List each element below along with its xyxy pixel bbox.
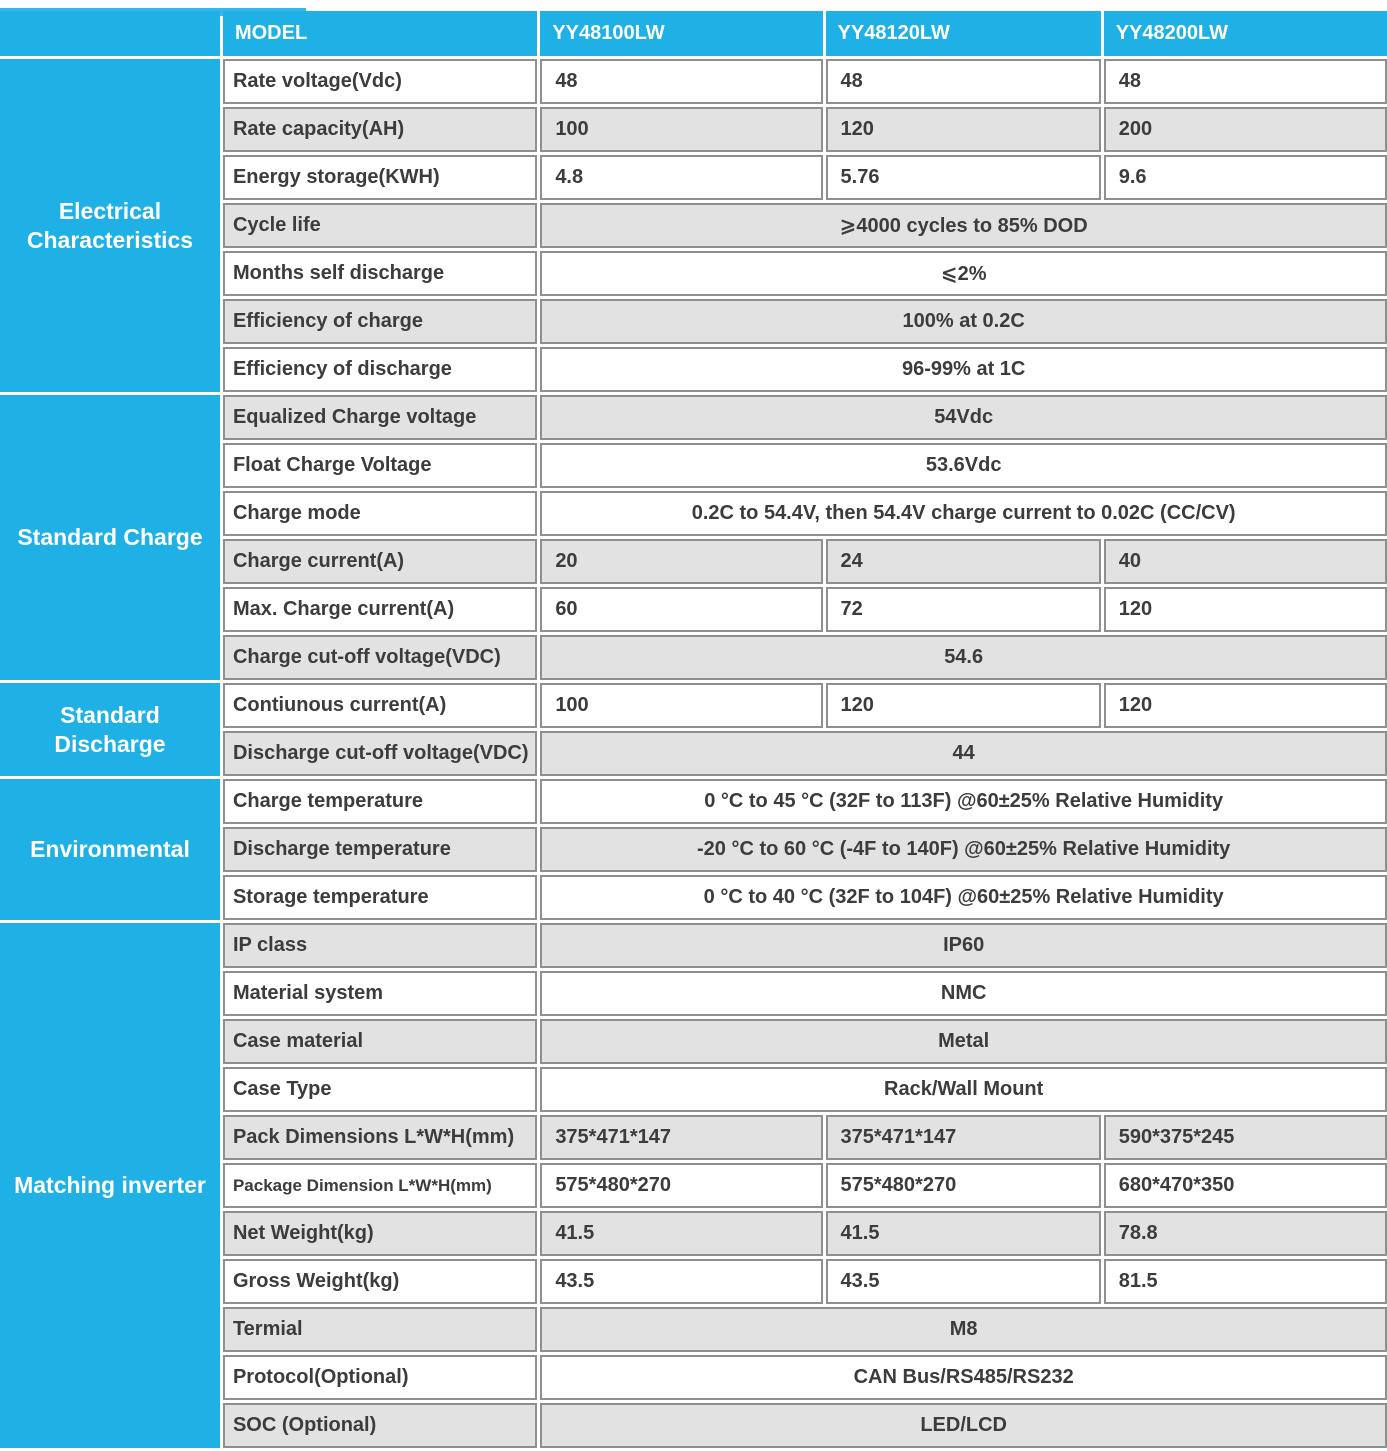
spec-label-cell: Rate capacity(AH) xyxy=(223,107,537,152)
spec-label-cell: Energy storage(KWH) xyxy=(223,155,537,200)
spec-label-cell: Efficiency of charge xyxy=(223,299,537,344)
spec-label-cell: Case Type xyxy=(223,1067,537,1112)
spec-label-cell: Protocol(Optional) xyxy=(223,1355,537,1400)
spec-value-cell: 41.5 xyxy=(540,1211,822,1256)
spec-value-cell: 48 xyxy=(1104,59,1387,104)
spec-merged-value-cell: NMC xyxy=(540,971,1387,1016)
spec-value-cell: 680*470*350 xyxy=(1104,1163,1387,1208)
spec-label-cell: Efficiency of discharge xyxy=(223,347,537,392)
table-row xyxy=(0,779,1387,824)
spec-value-cell: 20 xyxy=(540,539,822,584)
spec-label-cell: SOC (Optional) xyxy=(223,1403,537,1448)
spec-value-cell: 120 xyxy=(1104,683,1387,728)
spec-value-cell: 9.6 xyxy=(1104,155,1387,200)
spec-value-cell: 375*471*147 xyxy=(540,1115,822,1160)
spec-merged-value-cell: 53.6Vdc xyxy=(540,443,1387,488)
table-row xyxy=(0,59,1387,104)
table-row xyxy=(0,923,1387,968)
spec-merged-value-cell: M8 xyxy=(540,1307,1387,1352)
section-title-cell: Matching inverter xyxy=(0,923,220,1448)
category-header-cell xyxy=(0,11,220,56)
spec-value-cell: 100 xyxy=(540,107,822,152)
model-column-header: YY48200LW xyxy=(1104,11,1387,56)
spec-merged-value-cell: 0 °C to 40 °C (32F to 104F) @60±25% Relative Humidity xyxy=(540,875,1387,920)
spec-label-cell: Max. Charge current(A) xyxy=(223,587,537,632)
spec-value-cell: 375*471*147 xyxy=(826,1115,1101,1160)
spec-value-cell: 200 xyxy=(1104,107,1387,152)
spec-label-cell: Charge current(A) xyxy=(223,539,537,584)
section-title-cell: Standard Charge xyxy=(0,395,220,680)
top-accent-strip xyxy=(0,8,306,16)
spec-merged-value-cell: CAN Bus/RS485/RS232 xyxy=(540,1355,1387,1400)
spec-label-cell: Months self discharge xyxy=(223,251,537,296)
spec-value-cell: 48 xyxy=(540,59,822,104)
spec-value-cell: 43.5 xyxy=(826,1259,1101,1304)
spec-value-cell: 24 xyxy=(826,539,1101,584)
spec-merged-value-cell: 0.2C to 54.4V, then 54.4V charge current to 0.02C (CC/CV) xyxy=(540,491,1387,536)
spec-value-cell: 4.8 xyxy=(540,155,822,200)
spec-merged-value-cell: 96-99% at 1C xyxy=(540,347,1387,392)
spec-merged-value-cell: 54Vdc xyxy=(540,395,1387,440)
spec-table xyxy=(0,8,1387,1451)
spec-label-cell: Float Charge Voltage xyxy=(223,443,537,488)
spec-merged-value-cell: ⩾4000 cycles to 85% DOD xyxy=(540,203,1387,248)
spec-merged-value-cell: ⩽2% xyxy=(540,251,1387,296)
spec-merged-value-cell: -20 °C to 60 °C (-4F to 140F) @60±25% Relative Humidity xyxy=(540,827,1387,872)
spec-label-cell: Charge temperature xyxy=(223,779,537,824)
spec-label-cell: Termial xyxy=(223,1307,537,1352)
spec-label-cell: Net Weight(kg) xyxy=(223,1211,537,1256)
spec-merged-value-cell: 54.6 xyxy=(540,635,1387,680)
spec-value-cell: 81.5 xyxy=(1104,1259,1387,1304)
table-body xyxy=(0,59,1387,1448)
model-column-header: YY48120LW xyxy=(826,11,1101,56)
spec-value-cell: 100 xyxy=(540,683,822,728)
spec-merged-value-cell: LED/LCD xyxy=(540,1403,1387,1448)
spec-value-cell: 60 xyxy=(540,587,822,632)
spec-value-cell: 575*480*270 xyxy=(540,1163,822,1208)
spec-value-cell: 78.8 xyxy=(1104,1211,1387,1256)
spec-label-cell: Material system xyxy=(223,971,537,1016)
spec-label-cell: Discharge temperature xyxy=(223,827,537,872)
spec-merged-value-cell: Metal xyxy=(540,1019,1387,1064)
spec-merged-value-cell: 44 xyxy=(540,731,1387,776)
spec-value-cell: 120 xyxy=(1104,587,1387,632)
spec-value-cell: 120 xyxy=(826,107,1101,152)
section-title-cell: Standard Discharge xyxy=(0,683,220,776)
spec-label-cell: Package Dimension L*W*H(mm) xyxy=(223,1163,537,1208)
section-title-cell: Environmental xyxy=(0,779,220,920)
spec-merged-value-cell: 100% at 0.2C xyxy=(540,299,1387,344)
spec-merged-value-cell: Rack/Wall Mount xyxy=(540,1067,1387,1112)
spec-value-cell: 48 xyxy=(826,59,1101,104)
table-row xyxy=(0,395,1387,440)
spec-label-cell: Pack Dimensions L*W*H(mm) xyxy=(223,1115,537,1160)
spec-label-cell: IP class xyxy=(223,923,537,968)
spec-label-cell: Storage temperature xyxy=(223,875,537,920)
spec-label-cell: Charge mode xyxy=(223,491,537,536)
model-column-header: YY48100LW xyxy=(540,11,822,56)
spec-value-cell: 590*375*245 xyxy=(1104,1115,1387,1160)
spec-value-cell: 5.76 xyxy=(826,155,1101,200)
spec-label-cell: Gross Weight(kg) xyxy=(223,1259,537,1304)
spec-value-cell: 41.5 xyxy=(826,1211,1101,1256)
spec-label-cell: Discharge cut-off voltage(VDC) xyxy=(223,731,537,776)
spec-merged-value-cell: 0 °C to 45 °C (32F to 113F) @60±25% Relative Humidity xyxy=(540,779,1387,824)
header-row xyxy=(0,11,1387,56)
spec-value-cell: 40 xyxy=(1104,539,1387,584)
spec-label-cell: Contiunous current(A) xyxy=(223,683,537,728)
spec-label-cell: Cycle life xyxy=(223,203,537,248)
spec-label-cell: Rate voltage(Vdc) xyxy=(223,59,537,104)
model-header-cell: MODEL xyxy=(223,11,537,56)
section-title-cell: Electrical Characteristics xyxy=(0,59,220,392)
table-header xyxy=(0,11,1387,56)
spec-label-cell: Charge cut-off voltage(VDC) xyxy=(223,635,537,680)
spec-label-cell: Case material xyxy=(223,1019,537,1064)
spec-value-cell: 43.5 xyxy=(540,1259,822,1304)
table-row xyxy=(0,683,1387,728)
spec-label-cell: Equalized Charge voltage xyxy=(223,395,537,440)
spec-value-cell: 575*480*270 xyxy=(826,1163,1101,1208)
spec-value-cell: 120 xyxy=(826,683,1101,728)
spec-value-cell: 72 xyxy=(826,587,1101,632)
spec-merged-value-cell: IP60 xyxy=(540,923,1387,968)
